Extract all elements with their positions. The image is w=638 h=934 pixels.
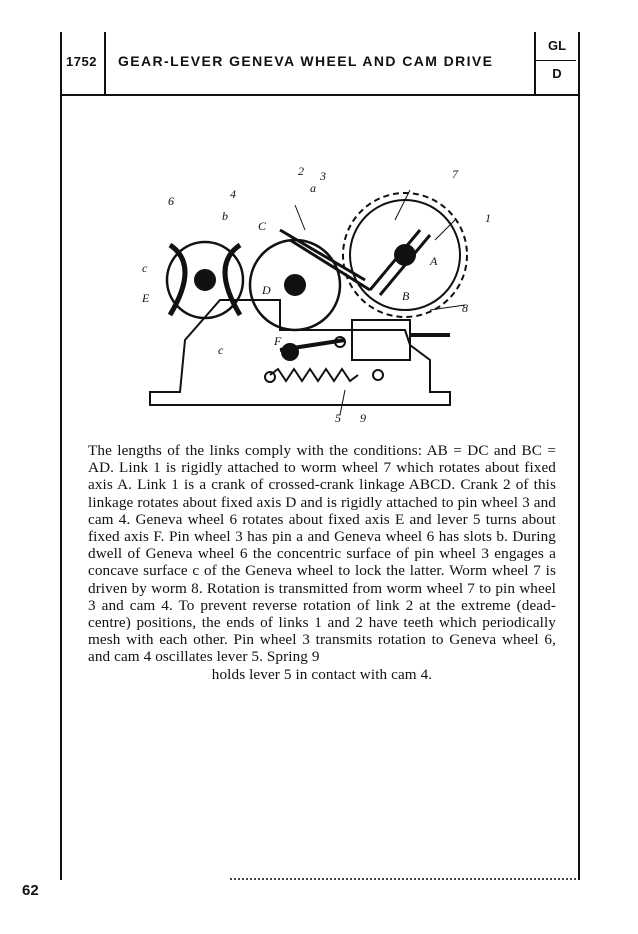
page-title: GEAR-LEVER GENEVA WHEEL AND CAM DRIVE [118,53,494,69]
figure-label: B [402,289,410,303]
header-divider [104,32,106,94]
figure-label: E [142,291,150,305]
page-number: 62 [22,882,39,899]
figure-label: 2 [298,164,304,178]
figure-label: 1 [485,211,491,225]
description-last-line: holds lever 5 in contact with cam 4. [211,665,433,683]
figure-label: 9 [360,411,366,425]
header-divider [534,32,536,94]
figure-label: A [430,254,438,268]
mechanism-drawing [130,160,530,430]
category-subcode: D [552,66,562,81]
figure-label: c [142,261,148,275]
figure-label: 6 [168,194,174,208]
footer-rule [230,878,576,880]
description-text [88,442,556,683]
figure-label: F [274,334,282,348]
figure-label: D [262,283,271,297]
spring [270,369,358,381]
figure-label: C [258,219,267,233]
figure-label: b [222,209,228,223]
description-paragraph: The lengths of the links comply with the conditions: AB = DC and BC = AD. Link 1 is rigidly attached to worm wheel 7 which rotates about fixed axis A. Link 1 is a crank of crossed-crank linkage ABCD. Crank 2 of this linkage rotates about fixed axis D and is rigidly attached to pin wheel 3 and cam 4. Geneva wheel 6 rotates about fixed axis E and lever 5 turns about fixed axis F. Pin wheel 3 has pin a and Geneva wheel 6 has slots b. During dwell of Geneva wheel 6 the concentric surface of pin wheel 3 engages a concave surface c of the Geneva wheel to lock the latter. Worm wheel 7 is driven by worm 8. Rotation is transmitted from worm wheel 7 to pin wheel 3 and cam 4. To prevent reverse rotation of link 2 at the extreme (dead-centre) positions, the ends of links 1 and 2 have teeth which periodically mesh with each other. Pin wheel 3 transmits rotation to Geneva wheel 6, and cam 4 oscillates lever 5. Spring 9 [88,442,556,666]
figure-label: 5 [335,411,341,425]
figure-label: 8 [462,301,468,315]
header [60,32,578,96]
figure-label: 7 [452,167,458,181]
figure-label: a [310,181,316,195]
figure-label: 3 [320,169,326,183]
code-divider [536,60,576,61]
figure-label: c [218,343,224,357]
figure-label: 4 [230,187,236,201]
entry-number: 1752 [66,54,97,69]
category-code: GL [547,38,567,53]
